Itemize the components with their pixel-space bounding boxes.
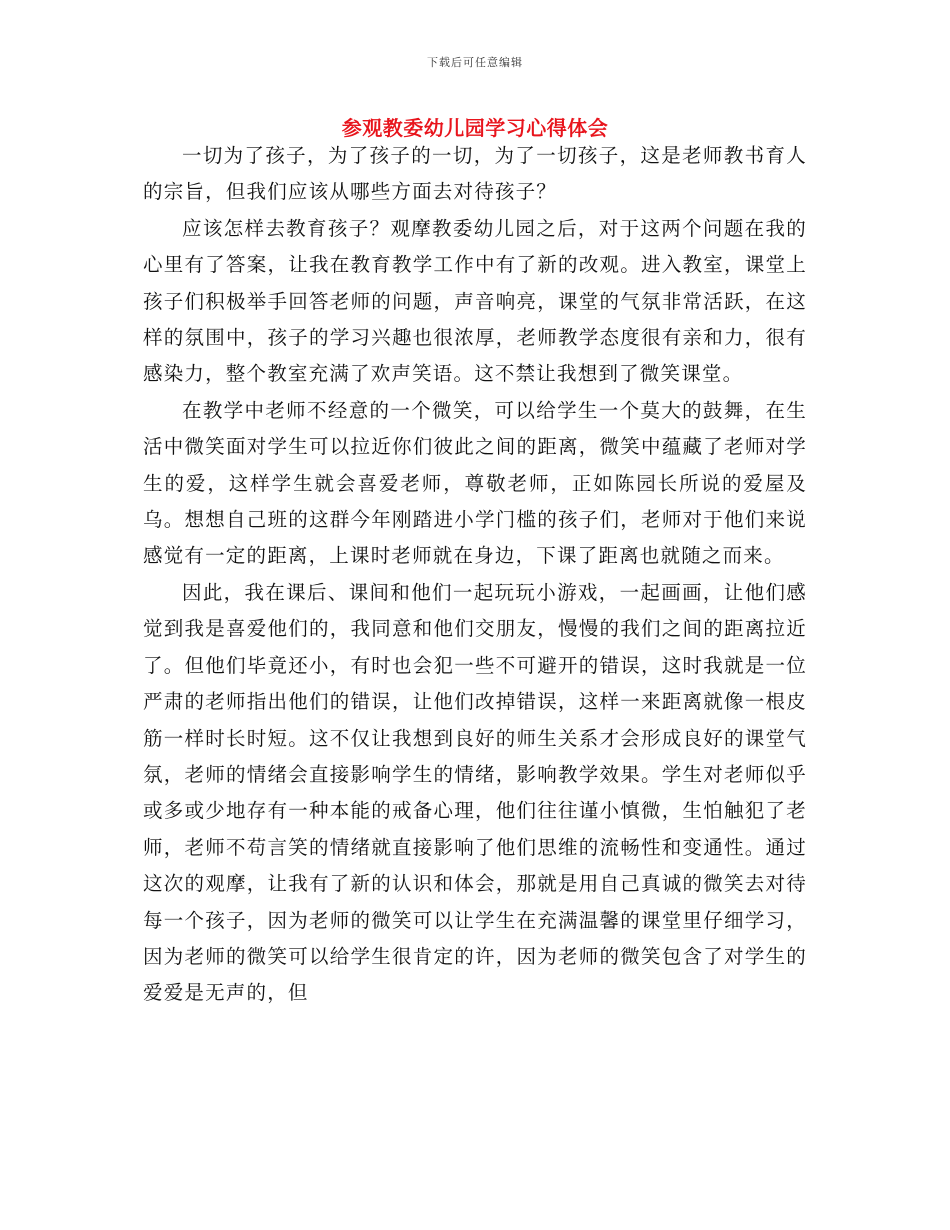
paragraph-1: 一切为了孩子，为了孩子的一切，为了一切孩子，这是老师教书育人的宗旨，但我们应该从哪些方面去对待孩子？ xyxy=(143,144,807,204)
paragraph-2: 应该怎样去教育孩子？观摩教委幼儿园之后，对于这两个问题在我的心里有了答案，让我在教育教学工作中有了新的改观。进入教室，课堂上孩子们积极举手回答老师的问题，声音响亮，课堂的气氛非常活跃，在这样的氛围中，孩子的学习兴趣也很浓厚，老师教学态度很有亲和力，很有感染力，整个教室充满了欢声笑语。这不禁让我想到了微笑课堂。 xyxy=(143,216,807,386)
download-editable-note: 下载后可任意编辑 xyxy=(427,56,523,69)
paragraph-3: 在教学中老师不经意的一个微笑，可以给学生一个莫大的鼓舞，在生活中微笑面对学生可以拉近你们彼此之间的距离，微笑中蕴藏了老师对学生的爱，这样学生就会喜爱老师，尊敬老师，正如陈园长所说的爱屋及乌。想想自己班的这群今年刚踏进小学门槛的孩子们，老师对于他们来说感觉有一定的距离，上课时老师就在身边，下课了距离也就随之而来。 xyxy=(143,398,807,568)
document-title: 参观教委幼儿园学习心得体会 xyxy=(341,116,609,140)
document-body xyxy=(143,138,807,1012)
paragraph-4: 因此，我在课后、课间和他们一起玩玩小游戏，一起画画，让他们感觉到我是喜爱他们的，我同意和他们交朋友，慢慢的我们之间的距离拉近了。但他们毕竟还小，有时也会犯一些不可避开的错误，这时我就是一位严肃的老师指出他们的错误，让他们改掉错误，这样一来距离就像一根皮筋一样时长时短。这不仅让我想到良好的师生关系才会形成良好的课堂气氛，老师的情绪会直接影响学生的情绪，影响教学效果。学生对老师似乎或多或少地存有一种本能的戒备心理，他们往往谨小慎微，生怕触犯了老师，老师不苟言笑的情绪就直接影响了他们思维的流畅性和变通性。通过这次的观摩，让我有了新的认识和体会，那就是用自己真诚的微笑去对待每一个孩子，因为老师的微笑可以让学生在充满温馨的课堂里仔细学习，因为老师的微笑可以给学生很肯定的许，因为老师的微笑包含了对学生的爱爱是无声的，但 xyxy=(143,580,807,1005)
